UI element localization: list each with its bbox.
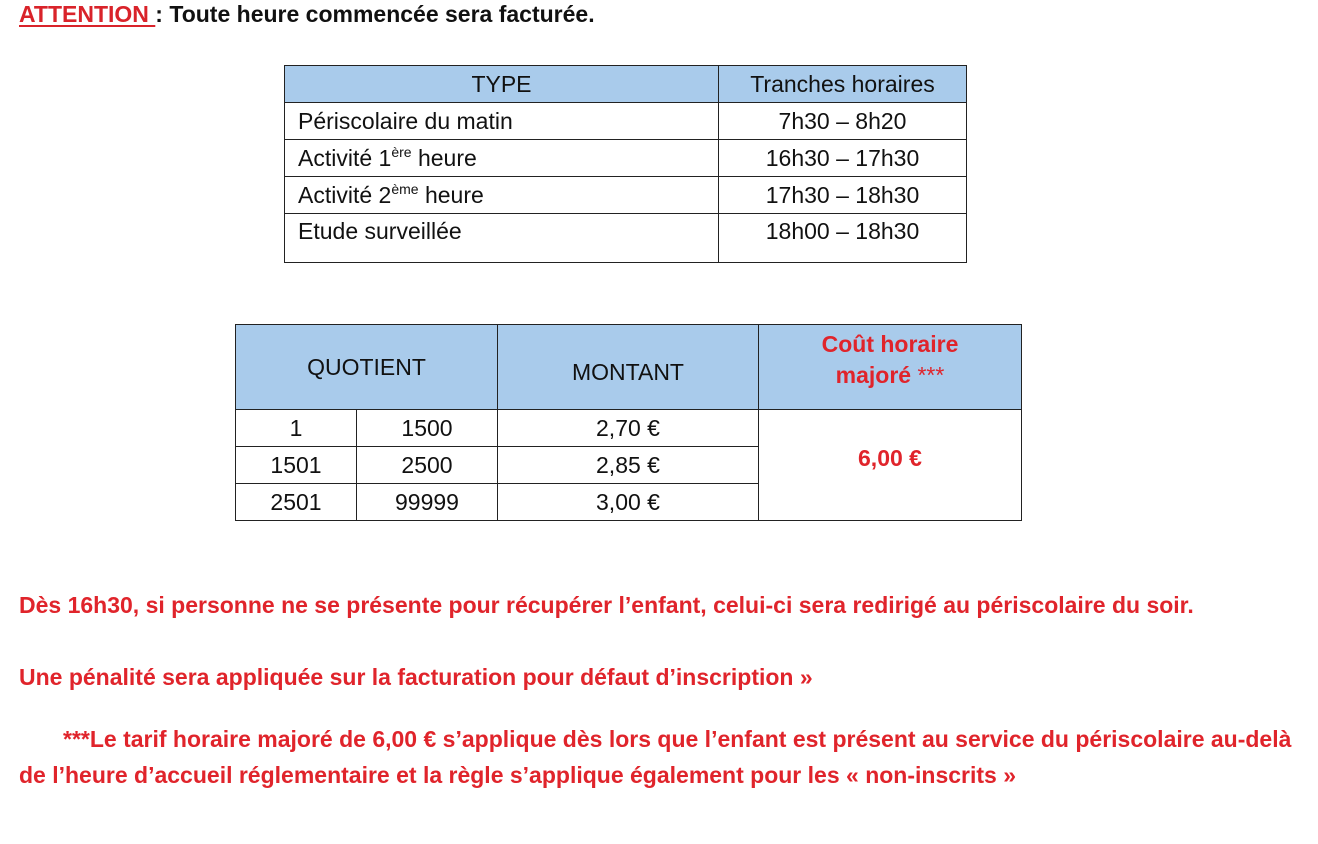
time-slot-cell: 16h30 – 17h30: [719, 140, 967, 177]
activity-type-cell: [285, 103, 719, 140]
table-row: [285, 140, 967, 177]
column-header-quotient: QUOTIENT: [236, 325, 498, 410]
attention-text: Toute heure commencée sera facturée.: [169, 1, 595, 27]
quotient-max-cell: 1500: [357, 410, 498, 447]
quotient-min-cell: 2501: [236, 484, 357, 521]
quotient-max-cell: 2500: [357, 447, 498, 484]
time-slot-cell: 17h30 – 18h30: [719, 177, 967, 214]
quotient-min-cell: 1501: [236, 447, 357, 484]
attention-separator: :: [155, 1, 170, 27]
amount-cell: 3,00 €: [498, 484, 759, 521]
activity-type-suffix: heure: [411, 144, 477, 171]
surcharge-header-line2: [759, 360, 1021, 391]
activity-type: Etude surveillée: [298, 218, 462, 244]
amount-cell: 2,70 €: [498, 410, 759, 447]
activity-type-suffix: heure: [418, 181, 484, 208]
time-slot-cell: 18h00 – 18h30: [719, 214, 967, 263]
pickup-warning-note: Dès 16h30, si personne ne se présente pour récupérer l’enfant, celui-ci sera redirigé au périscolaire du soir.: [19, 592, 1194, 618]
ordinal-superscript: ème: [391, 180, 419, 197]
surcharge-value-cell: 6,00 €: [759, 410, 1022, 521]
surcharge-header-line1: Coût horaire: [821, 331, 959, 357]
activity-type: Activité 2: [298, 181, 392, 208]
activity-type-cell: [285, 177, 719, 214]
table-row: [285, 214, 967, 263]
table-row: [285, 103, 967, 140]
table-row: [236, 410, 1022, 447]
schedule-table: [284, 65, 967, 263]
ordinal-superscript: ère: [391, 143, 412, 160]
penalty-note: Une pénalité sera appliquée sur la facturation pour défaut d’inscription »: [19, 664, 813, 690]
surcharge-header-majore: majoré: [835, 362, 912, 388]
surcharge-header-stars: ***: [911, 362, 945, 388]
surcharge-footnote: ***Le tarif horaire majoré de 6,00 € s’applique dès lors que l’enfant est présent au service du périscolaire au-delà de l’heure d’accueil réglementaire et la règle s’applique également pour les « non-inscrits »: [19, 726, 1292, 788]
column-header-montant: MONTANT: [498, 325, 759, 410]
attention-notice: [19, 0, 595, 28]
rates-header-row: [236, 325, 1022, 410]
activity-type: Périscolaire du matin: [298, 107, 513, 134]
quotient-min-cell: 1: [236, 410, 357, 447]
column-header-type: TYPE: [285, 66, 719, 103]
column-header-time-slots: Tranches horaires: [719, 66, 967, 103]
amount-cell: 2,85 €: [498, 447, 759, 484]
rates-table: [235, 324, 1022, 521]
column-header-surcharge: [759, 325, 1022, 410]
activity-type-cell: [285, 140, 719, 177]
schedule-header-row: [285, 66, 967, 103]
quotient-max-cell: 99999: [357, 484, 498, 521]
activity-type: Activité 1: [298, 144, 392, 171]
attention-label: ATTENTION: [19, 1, 156, 27]
table-row: [285, 177, 967, 214]
time-slot-cell: 7h30 – 8h20: [719, 103, 967, 140]
activity-type-cell: [285, 214, 719, 263]
